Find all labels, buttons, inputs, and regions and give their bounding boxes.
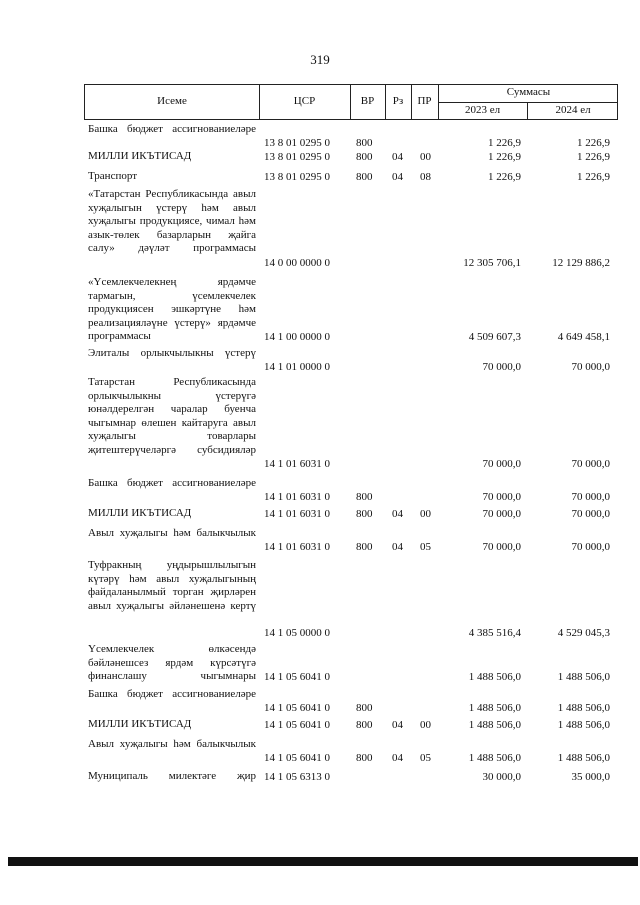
table-row <box>0 376 640 471</box>
row-csr-code: 14 1 05 6041 0 <box>264 751 330 764</box>
row-amount-2024: 12 129 886,2 <box>552 256 610 269</box>
table-row <box>0 738 640 765</box>
table-row <box>0 123 640 150</box>
row-vr: 800 <box>356 751 373 764</box>
row-csr-code: 14 1 01 6031 0 <box>264 507 330 520</box>
row-amount-2023: 70 000,0 <box>482 457 521 470</box>
row-name: Татарстан Республикасында орлыкчылыкны үстерүгә юнәлдерелгән чаралар буенча чыгымнар өлешен кайтаруга авыл хуҗалыгы товарлары җитештерүчеләргә субсидияләр <box>88 376 256 456</box>
table-row <box>0 688 640 715</box>
row-vr: 800 <box>356 507 373 520</box>
row-name: Элиталы орлыкчылыкны үстерү <box>88 347 256 359</box>
row-amount-2023: 70 000,0 <box>482 507 521 520</box>
row-name: Башка бюджет ассигнованиеләре <box>88 688 256 700</box>
row-pr: 00 <box>420 150 431 163</box>
row-vr: 800 <box>356 540 373 553</box>
row-name: «Татарстан Республикасында авыл хуҗалыгын үстерү һәм авыл хуҗалыгы продукциясе, чимал һәм азык-төлек базарларын җайга салу» дәүләт программасы <box>88 188 256 254</box>
row-pr: 08 <box>420 170 431 183</box>
row-name: Авыл хуҗалыгы һәм балыкчылык <box>88 527 256 539</box>
table-row <box>0 347 640 374</box>
row-amount-2023: 4 509 607,3 <box>468 330 521 343</box>
row-rz: 04 <box>392 540 403 553</box>
page-number: 319 <box>310 52 330 67</box>
row-amount-2024: 70 000,0 <box>571 360 610 373</box>
table-row <box>0 527 640 554</box>
row-vr: 800 <box>356 701 373 714</box>
row-pr: 05 <box>420 540 431 553</box>
row-csr-code: 14 1 01 6031 0 <box>264 540 330 553</box>
row-amount-2024: 4 649 458,1 <box>557 330 610 343</box>
row-csr-code: 13 8 01 0295 0 <box>264 170 330 183</box>
row-csr-code: 14 1 00 0000 0 <box>264 330 330 343</box>
row-amount-2023: 1 226,9 <box>488 136 521 149</box>
row-csr-code: 14 1 05 6041 0 <box>264 718 330 731</box>
row-amount-2023: 70 000,0 <box>482 540 521 553</box>
row-amount-2024: 1 226,9 <box>577 136 610 149</box>
row-name: Үсемлекчелек өлкәсендә бәйләнешсез ярдәм күрсәтүгә финанслашу чыгымнары <box>88 643 256 682</box>
row-pr: 00 <box>420 718 431 731</box>
row-amount-2024: 1 488 506,0 <box>557 670 610 683</box>
row-name: Муниципаль милектәге җир <box>88 770 256 782</box>
row-amount-2023: 4 385 516,4 <box>468 626 521 639</box>
row-amount-2024: 35 000,0 <box>571 770 610 783</box>
table-row <box>0 477 640 504</box>
table-row <box>0 718 640 732</box>
row-rz: 04 <box>392 718 403 731</box>
row-name: Транспорт <box>88 170 138 182</box>
row-amount-2024: 1 488 506,0 <box>557 751 610 764</box>
row-amount-2023: 30 000,0 <box>482 770 521 783</box>
row-csr-code: 14 1 05 6041 0 <box>264 670 330 683</box>
row-csr-code: 14 1 05 6041 0 <box>264 701 330 714</box>
header-vr: ВР <box>360 95 375 107</box>
table-row <box>0 170 640 184</box>
row-name: МИЛЛИ ИКЪТИСАД <box>88 150 192 162</box>
row-amount-2023: 1 226,9 <box>488 150 521 163</box>
row-amount-2024: 70 000,0 <box>571 490 610 503</box>
row-amount-2023: 1 488 506,0 <box>468 701 521 714</box>
row-csr-code: 14 1 05 0000 0 <box>264 626 330 639</box>
row-amount-2023: 12 305 706,1 <box>463 256 521 269</box>
row-vr: 800 <box>356 490 373 503</box>
row-amount-2024: 4 529 045,3 <box>557 626 610 639</box>
row-csr-code: 14 1 01 6031 0 <box>264 490 330 503</box>
row-name: МИЛЛИ ИКЪТИСАД <box>88 507 192 519</box>
row-name: «Үсемлекчелекнең ярдәмче тармагын, үсемлекчелек продукциясен эшкәртүне һәм реализацияләүне үстерү» ярдәмче программасы <box>88 276 256 342</box>
row-amount-2024: 1 488 506,0 <box>557 701 610 714</box>
row-vr: 800 <box>356 150 373 163</box>
header-2023: 2023 ел <box>464 104 501 116</box>
table-row <box>0 770 640 784</box>
row-csr-code: 13 8 01 0295 0 <box>264 136 330 149</box>
table-row <box>0 188 640 270</box>
row-pr: 00 <box>420 507 431 520</box>
header-csr: ЦСР <box>293 95 316 107</box>
row-amount-2023: 1 488 506,0 <box>468 718 521 731</box>
table-row <box>0 150 640 164</box>
row-csr-code: 14 1 05 6313 0 <box>264 770 330 783</box>
row-amount-2024: 1 488 506,0 <box>557 718 610 731</box>
row-amount-2024: 70 000,0 <box>571 507 610 520</box>
row-name: Туфракның уңдырышлылыгын күтәрү һәм авыл хуҗалыгының файдаланылмый торган җирләрен авыл хуҗалыгы әйләнешенә кертү <box>88 559 256 612</box>
row-vr: 800 <box>356 170 373 183</box>
header-2024: 2024 ел <box>555 104 591 116</box>
row-amount-2023: 70 000,0 <box>482 490 521 503</box>
row-name: Башка бюджет ассигнованиеләре <box>88 123 256 135</box>
table-row <box>0 276 640 344</box>
table-row <box>0 559 640 640</box>
header-pr: ПР <box>417 95 432 107</box>
row-pr: 05 <box>420 751 431 764</box>
row-name: Авыл хуҗалыгы һәм балыкчылык <box>88 738 256 750</box>
row-csr-code: 14 1 01 6031 0 <box>264 457 330 470</box>
row-amount-2023: 70 000,0 <box>482 360 521 373</box>
row-rz: 04 <box>392 170 403 183</box>
row-vr: 800 <box>356 136 373 149</box>
table-row <box>0 643 640 684</box>
row-rz: 04 <box>392 751 403 764</box>
header-name: Исеме <box>157 95 187 107</box>
row-rz: 04 <box>392 150 403 163</box>
table-header <box>84 84 618 120</box>
row-amount-2023: 1 226,9 <box>488 170 521 183</box>
row-name: МИЛЛИ ИКЪТИСАД <box>88 718 192 730</box>
row-rz: 04 <box>392 507 403 520</box>
row-csr-code: 14 1 01 0000 0 <box>264 360 330 373</box>
row-csr-code: 14 0 00 0000 0 <box>264 256 330 269</box>
header-sums: Суммасы <box>506 86 551 98</box>
row-amount-2024: 1 226,9 <box>577 170 610 183</box>
bottom-bar <box>8 857 638 866</box>
row-amount-2024: 70 000,0 <box>571 540 610 553</box>
header-rz: Рз <box>392 95 404 107</box>
row-amount-2024: 70 000,0 <box>571 457 610 470</box>
row-amount-2024: 1 226,9 <box>577 150 610 163</box>
row-name: Башка бюджет ассигнованиеләре <box>88 477 256 489</box>
table-row <box>0 507 640 521</box>
row-vr: 800 <box>356 718 373 731</box>
row-amount-2023: 1 488 506,0 <box>468 670 521 683</box>
row-csr-code: 13 8 01 0295 0 <box>264 150 330 163</box>
row-amount-2023: 1 488 506,0 <box>468 751 521 764</box>
